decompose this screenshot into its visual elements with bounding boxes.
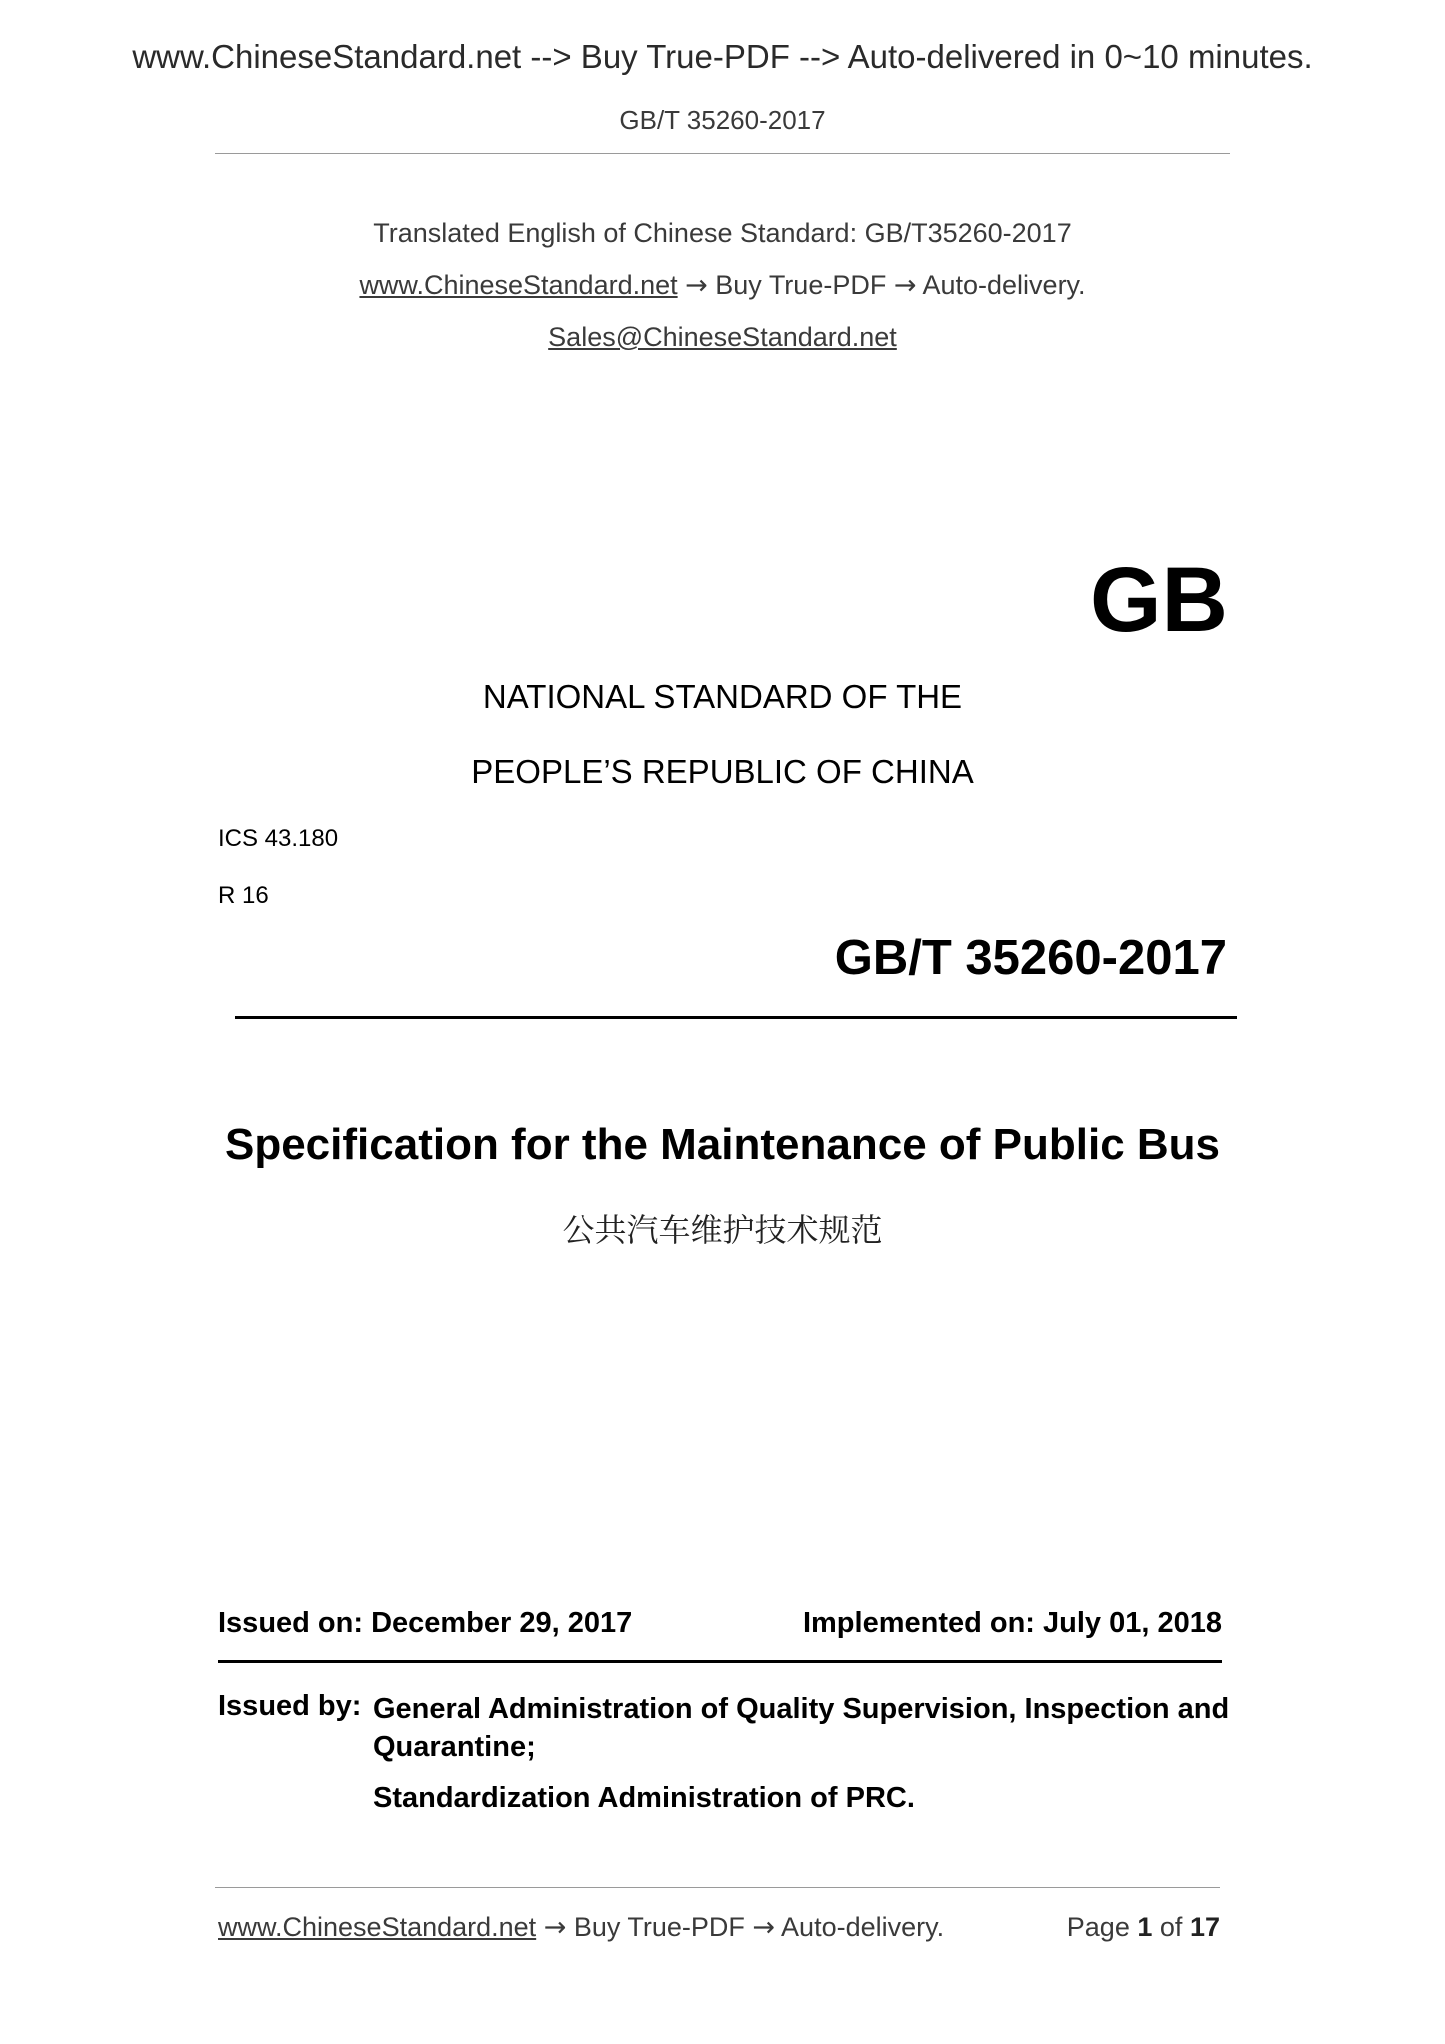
document-title-zh: 公共汽车维护技术规范 (562, 1211, 883, 1249)
running-header: GB/T 35260-2017 (619, 105, 826, 135)
store-link[interactable]: www.ChineseStandard.net (359, 270, 678, 300)
arrow-right-icon: → (685, 270, 708, 301)
footer-store-line (218, 1912, 944, 1943)
gb-logo: GB (1090, 549, 1228, 651)
arrow-right-icon: → (893, 270, 917, 301)
classification-code: R 16 (218, 882, 269, 909)
header-divider (215, 153, 1230, 154)
national-standard-heading-line2: PEOPLE’S REPUBLIC OF CHINA (471, 753, 974, 790)
issuing-org-sac: Standardization Administration of PRC. (373, 1782, 915, 1814)
ics-code: ICS 43.180 (218, 825, 339, 852)
page-indicator (1000, 1912, 1220, 1943)
footer-store-link[interactable]: www.ChineseStandard.net (218, 1912, 537, 1942)
implemented-on-date: Implemented on: July 01, 2018 (802, 1607, 1222, 1639)
email-line (0, 322, 1445, 353)
standard-number-divider (235, 1016, 1237, 1019)
footer-auto-delivery-text: Auto-delivery. (781, 1912, 945, 1942)
page-total: 17 (1189, 1912, 1220, 1942)
footer-divider (215, 1887, 1220, 1888)
issued-by-label: Issued by: (218, 1690, 362, 1722)
footer-buy-text: Buy True-PDF (573, 1912, 745, 1942)
document-title-en: Specification for the Maintenance of Public Bus (224, 1120, 1221, 1169)
arrow-right-icon: → (752, 1912, 776, 1943)
national-standard-heading-line1: NATIONAL STANDARD OF THE (482, 678, 963, 715)
arrow-right-icon: → (543, 1912, 567, 1943)
issued-on-date: Issued on: December 29, 2017 (218, 1607, 633, 1639)
page-current: 1 (1137, 1912, 1153, 1942)
standard-number: GB/T 35260-2017 (834, 931, 1227, 985)
auto-delivery-text: Auto-delivery. (922, 270, 1086, 300)
translated-notice: Translated English of Chinese Standard: GB/T35260-2017 (373, 218, 1072, 248)
page-word: Page (1066, 1912, 1130, 1942)
buy-true-pdf-text: Buy True-PDF (715, 270, 887, 300)
dates-divider (218, 1660, 1222, 1663)
top-banner: www.ChineseStandard.net --> Buy True-PDF --> Auto-delivered in 0~10 minutes. (132, 38, 1313, 75)
sales-email-link[interactable]: Sales@ChineseStandard.net (548, 322, 897, 352)
of-word: of (1159, 1912, 1183, 1942)
issuing-org-aqsiq: General Administration of Quality Supervision, Inspection and Quarantine; (373, 1693, 1230, 1763)
store-line (0, 270, 1445, 301)
